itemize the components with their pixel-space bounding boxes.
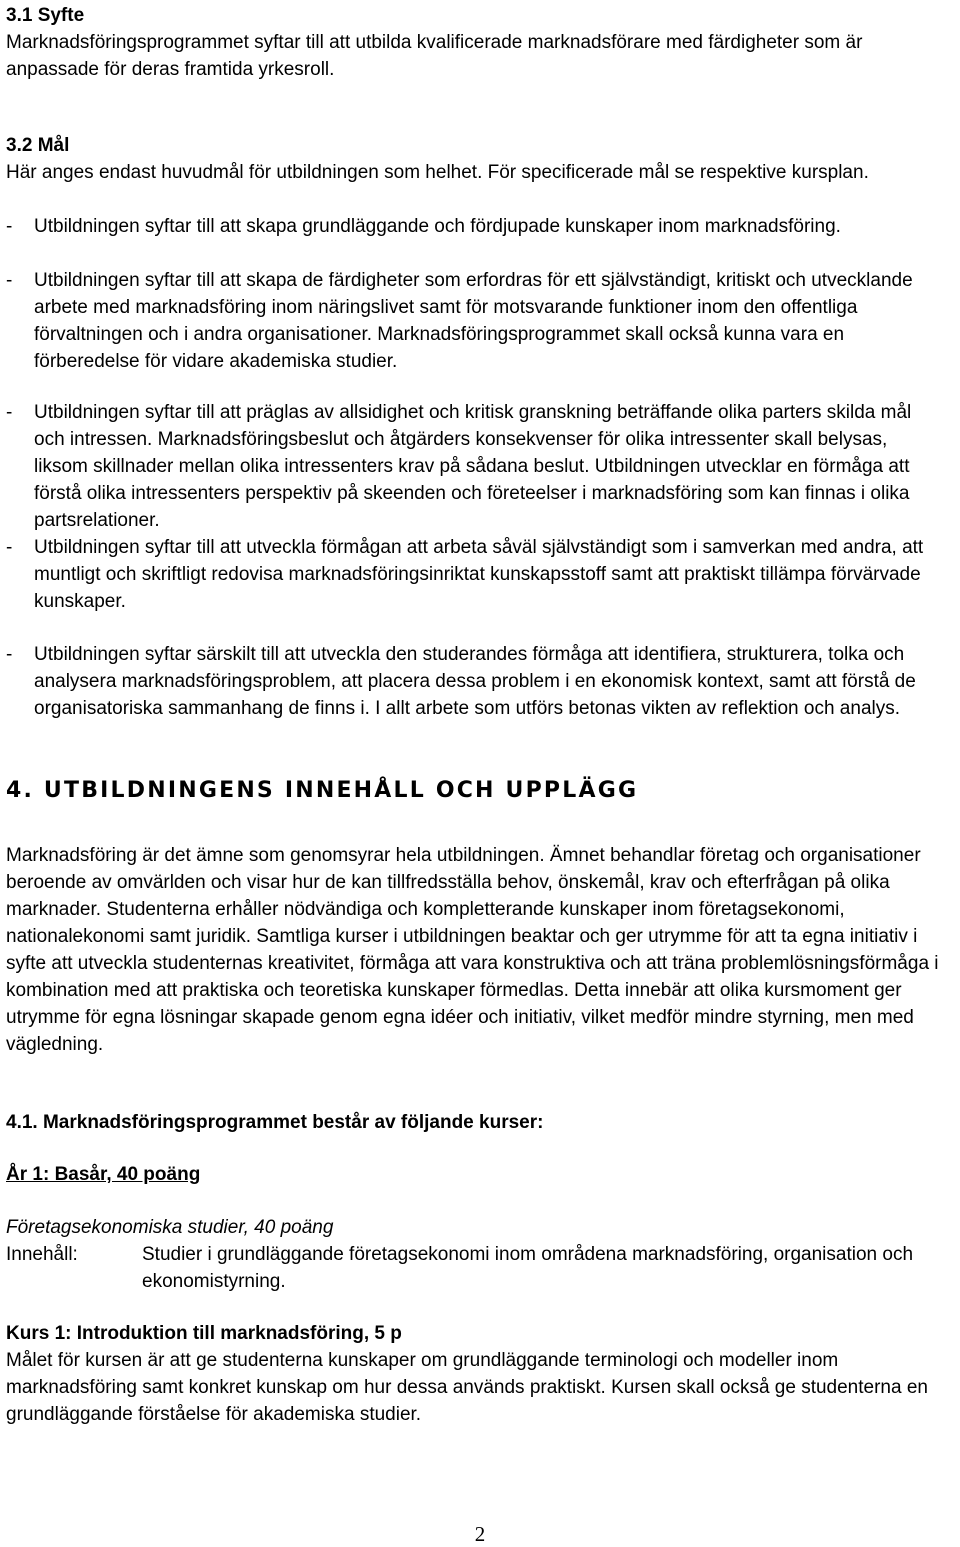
page-number: 2 [474, 1522, 486, 1546]
bullet-dash: - [6, 270, 13, 291]
bullet-dash: - [6, 644, 13, 665]
content-value: Studier i grundläggande företagsekonomi inom områdena marknadsföring, organisation och ekonomistyrning. [142, 1244, 914, 1292]
goal-bullet-5 [6, 641, 946, 722]
bullet-dash: - [6, 537, 13, 558]
goal-bullet-text: Utbildningen syftar till att skapa de färdigheter som erfordras för ett självständigt, kritiskt och utvecklande arbete med marknadsföring inom näringslivet samt för motsvarande funktioner inom den offentliga förvaltningen och i andra organisationer. Marknadsföringsprogrammet skall också kunna vara en förberedelse för vidare akademiska studier. [34, 270, 913, 372]
course-1-body: Målet för kursen är att ge studenterna kunskaper om grundläggande terminologi och modeller inom marknadsföring samt konkret kunskap om hur dessa används praktiskt. Kursen skall också ge studenterna en grundläggande förståelse för akademiska studier. [6, 1350, 928, 1425]
content-label: Innehåll: [6, 1244, 78, 1265]
bullet-dash: - [6, 216, 13, 237]
goal-bullet-text: Utbildningen syftar till att skapa grundläggande och fördjupade kunskaper inom marknadsföring. [34, 216, 841, 237]
section-3-1-heading: 3.1 Syfte [6, 5, 85, 26]
section-4-heading: 4. UTBILDNINGENS INNEHÅLL OCH UPPLÄGG [6, 778, 639, 803]
goal-bullet-text: Utbildningen syftar särskilt till att utveckla den studerandes förmåga att identifiera, strukturera, tolka och analysera marknadsföringsproblem, att placera dessa problem i en ekonomisk kontext, samt att förstå de organisatoriska sammanhang de finns i. I allt arbete som utförs betonas vikten av reflektion och analys. [34, 644, 916, 719]
goal-bullet-text: Utbildningen syftar till att präglas av allsidighet och kritisk granskning beträffande olika parters skilda mål och intressen. Marknadsföringsbeslut och åtgärders konsekvenser för olika intressenter skall belysas, liksom skillnader mellan olika intressenters krav på sådana beslut. Utbildningen utvecklar en förmåga att förstå olika intressenters perspektiv på skeenden och företeelser i marknadsföring som kan finnas i olika partsrelationer. [34, 402, 912, 531]
section-4-1-heading: 4.1. Marknadsföringsprogrammet består av följande kurser: [6, 1112, 544, 1133]
course-1-title: Kurs 1: Introduktion till marknadsföring, 5 p [6, 1323, 402, 1344]
section-3-1-body: Marknadsföringsprogrammet syftar till att utbilda kvalificerade marknadsförare med färdigheter som är anpassade för deras framtida yrkesroll. [6, 32, 863, 80]
goal-bullet-text: Utbildningen syftar till att utveckla förmågan att arbeta såväl självständigt som i samverkan med andra, att muntligt och skriftligt redovisa marknadsföringsinriktat kunskapsstoff samt att praktiskt tillämpa förvärvade kunskaper. [34, 537, 924, 612]
goal-bullet-4 [6, 534, 946, 615]
section-3-2-intro: Här anges endast huvudmål för utbildningen som helhet. För specificerade mål se respektive kursplan. [6, 162, 869, 183]
bullet-dash: - [6, 402, 13, 423]
goal-bullet-3 [6, 399, 946, 534]
content-row [6, 1241, 946, 1295]
year-1-heading: År 1: Basår, 40 poäng [6, 1164, 201, 1185]
goal-bullet-2 [6, 267, 946, 375]
subject-title: Företagsekonomiska studier, 40 poäng [6, 1217, 334, 1238]
section-4-body: Marknadsföring är det ämne som genomsyrar hela utbildningen. Ämnet behandlar företag och organisationer beroende av omvärlden och visar hur de kan tillfredsställa behov, önskemål, krav och efterfrågan på olika marknader. Studenterna erhåller nödvändiga och kompletterande kunskaper inom företagsekonomi, nationalekonomi samt juridik. Samtliga kurser i utbildningen beaktar och ger utrymme för att ta egna initiativ i syfte att utveckla studenternas kreativitet, förmåga att vara konstruktiva och att träna problemlösningsförmåga i kombination med att praktiska och teoretiska kunskaper förmedlas. Detta innebär att olika kursmoment ger utrymme för egna lösningar skapade genom egna idéer och initiativ, vilket medför mindre styrning, men med vägledning. [6, 845, 939, 1055]
section-3-2-heading: 3.2 Mål [6, 135, 70, 156]
goal-bullet-1 [6, 213, 946, 240]
